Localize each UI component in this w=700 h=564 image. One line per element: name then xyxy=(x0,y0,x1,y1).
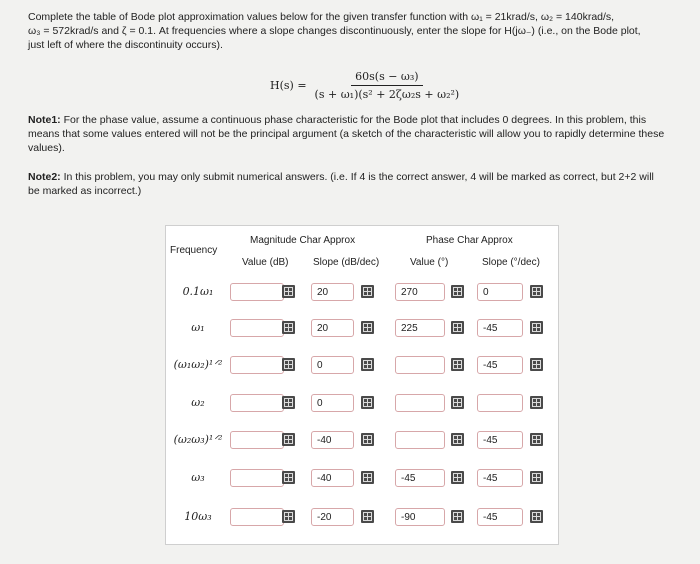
symbol-palette-button[interactable] xyxy=(361,510,374,523)
row-frequency: ω₂ xyxy=(191,396,205,409)
header-frequency: Frequency xyxy=(170,245,218,256)
phase-value-input[interactable] xyxy=(395,356,445,374)
symbol-palette-button[interactable] xyxy=(361,396,374,409)
symbol-palette-button[interactable] xyxy=(451,510,464,523)
row-frequency: 0.1ω₁ xyxy=(182,285,214,298)
formula-numerator: 60s(s − ω₃) xyxy=(351,70,422,86)
mag-value-input[interactable] xyxy=(230,319,284,337)
phase-value-input[interactable] xyxy=(395,431,445,449)
mag-slope-input[interactable] xyxy=(311,283,354,301)
symbol-palette-button[interactable] xyxy=(361,358,374,371)
formula-lhs: H(s) = xyxy=(270,79,307,92)
symbol-palette-button[interactable] xyxy=(451,433,464,446)
transfer-function xyxy=(270,70,459,101)
note-2-label: Note2: xyxy=(28,171,61,183)
mag-value-input[interactable] xyxy=(230,469,284,487)
phase-slope-input[interactable] xyxy=(477,283,523,301)
symbol-palette-button[interactable] xyxy=(530,433,543,446)
formula-denominator: (s + ω₁)(s² + 2ζω₂s + ω₂²) xyxy=(314,88,460,101)
mag-value-input[interactable] xyxy=(230,356,284,374)
instructions-line-2: ω₃ = 572krad/s and ζ = 0.1. At frequencies where a slope changes discontinuously, enter the slope for H(jω₋) (i.e., on the Bode plot, xyxy=(28,25,641,37)
note-1-label: Note1: xyxy=(28,114,61,126)
phase-slope-input[interactable] xyxy=(477,508,523,526)
symbol-palette-button[interactable] xyxy=(530,510,543,523)
header-phase-slope: Slope (°/dec) xyxy=(482,257,540,268)
symbol-palette-button[interactable] xyxy=(530,471,543,484)
note-1-line-3: values). xyxy=(28,142,65,154)
phase-slope-input[interactable] xyxy=(477,356,523,374)
mag-value-input[interactable] xyxy=(230,283,284,301)
phase-slope-input[interactable] xyxy=(477,469,523,487)
symbol-palette-button[interactable] xyxy=(530,396,543,409)
header-magnitude-group: Magnitude Char Approx xyxy=(250,235,356,246)
symbol-palette-button[interactable] xyxy=(282,396,295,409)
mag-value-input[interactable] xyxy=(230,431,284,449)
phase-value-input[interactable] xyxy=(395,469,445,487)
note-2-line-1: In this problem, you may only submit numerical answers. (i.e. If 4 is the correct answer, 4 will be marked as correct, but 2+2 will xyxy=(60,171,654,183)
symbol-palette-button[interactable] xyxy=(530,358,543,371)
header-mag-value: Value (dB) xyxy=(242,257,289,268)
symbol-palette-button[interactable] xyxy=(282,321,295,334)
instructions-line-1: Complete the table of Bode plot approximation values below for the given transfer function with ω₁ = 21krad/s, ω₂ = 140krad/s, xyxy=(28,11,615,23)
symbol-palette-button[interactable] xyxy=(282,471,295,484)
mag-value-input[interactable] xyxy=(230,394,284,412)
phase-value-input[interactable] xyxy=(395,394,445,412)
mag-slope-input[interactable] xyxy=(311,356,354,374)
formula-fraction xyxy=(315,70,460,101)
row-frequency: (ω₁ω₂)¹ᐟ² xyxy=(173,358,223,371)
phase-slope-input[interactable] xyxy=(477,319,523,337)
row-frequency: ω₃ xyxy=(191,471,205,484)
symbol-palette-button[interactable] xyxy=(282,433,295,446)
instructions xyxy=(28,10,688,52)
symbol-palette-button[interactable] xyxy=(451,358,464,371)
note-2-line-2: be marked as incorrect.) xyxy=(28,185,142,197)
symbol-palette-button[interactable] xyxy=(451,471,464,484)
phase-value-input[interactable] xyxy=(395,319,445,337)
header-mag-slope: Slope (dB/dec) xyxy=(313,257,380,268)
symbol-palette-button[interactable] xyxy=(282,358,295,371)
mag-value-input[interactable] xyxy=(230,508,284,526)
symbol-palette-button[interactable] xyxy=(451,285,464,298)
instructions-line-3: just left of where the discontinuity occurs). xyxy=(28,39,223,51)
symbol-palette-button[interactable] xyxy=(361,433,374,446)
note-2 xyxy=(28,170,688,198)
phase-slope-input[interactable] xyxy=(477,431,523,449)
phase-value-input[interactable] xyxy=(395,508,445,526)
mag-slope-input[interactable] xyxy=(311,431,354,449)
symbol-palette-button[interactable] xyxy=(530,321,543,334)
mag-slope-input[interactable] xyxy=(311,469,354,487)
header-phase-group: Phase Char Approx xyxy=(426,235,513,246)
header-phase-value: Value (°) xyxy=(410,257,449,268)
note-1-line-1: For the phase value, assume a continuous phase characteristic for the Bode plot that includes 0 degrees. In this problem, this xyxy=(60,114,647,126)
note-1 xyxy=(28,113,688,155)
mag-slope-input[interactable] xyxy=(311,394,354,412)
phase-value-input[interactable] xyxy=(395,283,445,301)
symbol-palette-button[interactable] xyxy=(361,321,374,334)
note-1-line-2: means that some values entered will not be the principal argument (a sketch of the characteristic will allow you to rapidly determine these xyxy=(28,128,665,140)
symbol-palette-button[interactable] xyxy=(361,285,374,298)
mag-slope-input[interactable] xyxy=(311,319,354,337)
symbol-palette-button[interactable] xyxy=(361,471,374,484)
symbol-palette-button[interactable] xyxy=(451,321,464,334)
row-frequency: (ω₂ω₃)¹ᐟ² xyxy=(173,433,223,446)
bode-table xyxy=(165,225,559,545)
row-frequency: ω₁ xyxy=(191,321,205,334)
row-frequency: 10ω₃ xyxy=(184,510,212,523)
mag-slope-input[interactable] xyxy=(311,508,354,526)
symbol-palette-button[interactable] xyxy=(282,285,295,298)
symbol-palette-button[interactable] xyxy=(451,396,464,409)
phase-slope-input[interactable] xyxy=(477,394,523,412)
symbol-palette-button[interactable] xyxy=(530,285,543,298)
symbol-palette-button[interactable] xyxy=(282,510,295,523)
